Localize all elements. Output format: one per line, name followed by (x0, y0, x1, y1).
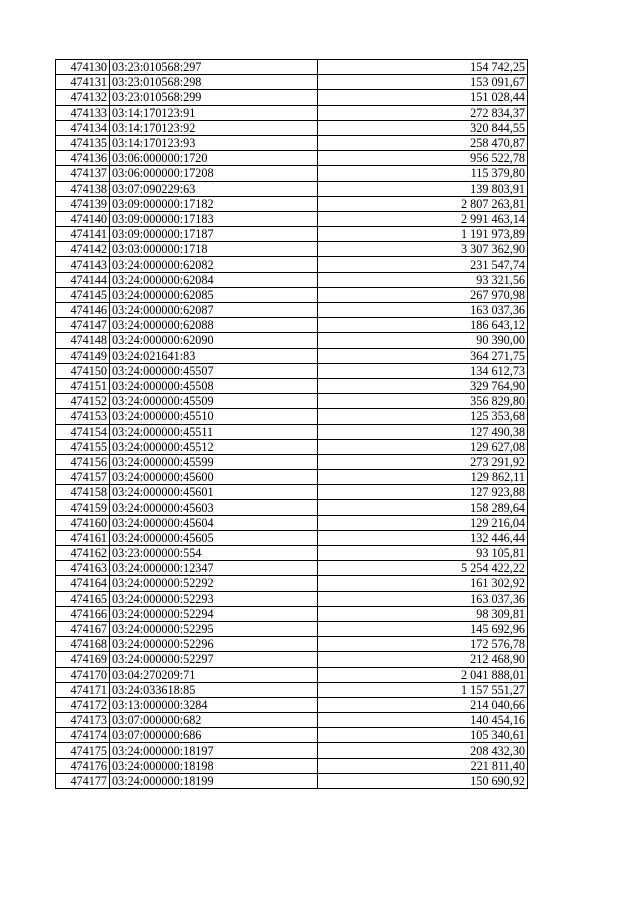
cadastral-number-cell: 03:24:000000:62087 (110, 303, 318, 318)
row-number-cell: 474143 (56, 257, 110, 272)
row-number-cell: 474161 (56, 530, 110, 545)
cadastral-value-table (55, 59, 528, 789)
cadastral-number-cell: 03:24:000000:52296 (110, 637, 318, 652)
row-number-cell: 474164 (56, 576, 110, 591)
cadastral-value-cell: 129 862,11 (318, 470, 528, 485)
cadastral-number-cell: 03:03:000000:1718 (110, 242, 318, 257)
table-row (56, 546, 528, 561)
table-row (56, 242, 528, 257)
cadastral-number-cell: 03:24:000000:18198 (110, 758, 318, 773)
cadastral-number-cell: 03:13:000000:3284 (110, 697, 318, 712)
cadastral-number-cell: 03:14:170123:93 (110, 135, 318, 150)
row-number-cell: 474152 (56, 394, 110, 409)
cadastral-value-cell: 5 254 422,22 (318, 561, 528, 576)
cadastral-value-cell: 208 432,30 (318, 743, 528, 758)
row-number-cell: 474139 (56, 196, 110, 211)
cadastral-value-cell: 2 041 888,01 (318, 667, 528, 682)
cadastral-value-cell: 364 271,75 (318, 348, 528, 363)
cadastral-number-cell: 03:24:033618:85 (110, 682, 318, 697)
cadastral-value-cell: 151 028,44 (318, 90, 528, 105)
table-row (56, 758, 528, 773)
cadastral-number-cell: 03:24:000000:52292 (110, 576, 318, 591)
cadastral-number-cell: 03:23:000000:554 (110, 546, 318, 561)
row-number-cell: 474170 (56, 667, 110, 682)
cadastral-number-cell: 03:24:000000:62084 (110, 272, 318, 287)
table-row (56, 105, 528, 120)
cadastral-value-cell: 125 353,68 (318, 409, 528, 424)
row-number-cell: 474160 (56, 515, 110, 530)
row-number-cell: 474166 (56, 606, 110, 621)
table-row (56, 682, 528, 697)
cadastral-value-cell: 272 834,37 (318, 105, 528, 120)
cadastral-value-cell: 158 289,64 (318, 500, 528, 515)
row-number-cell: 474134 (56, 120, 110, 135)
table-row (56, 485, 528, 500)
cadastral-number-cell: 03:09:000000:17183 (110, 211, 318, 226)
cadastral-number-cell: 03:24:000000:45507 (110, 363, 318, 378)
cadastral-value-cell: 115 379,80 (318, 166, 528, 181)
cadastral-number-cell: 03:23:010568:299 (110, 90, 318, 105)
table-row (56, 90, 528, 105)
cadastral-number-cell: 03:07:000000:682 (110, 713, 318, 728)
cadastral-value-cell: 2 991 463,14 (318, 211, 528, 226)
cadastral-value-cell: 127 923,88 (318, 485, 528, 500)
table-row (56, 667, 528, 682)
row-number-cell: 474162 (56, 546, 110, 561)
table-row (56, 318, 528, 333)
cadastral-value-cell: 221 811,40 (318, 758, 528, 773)
table-row (56, 530, 528, 545)
cadastral-number-cell: 03:24:000000:45599 (110, 454, 318, 469)
table-row (56, 561, 528, 576)
row-number-cell: 474138 (56, 181, 110, 196)
cadastral-number-cell: 03:24:000000:45601 (110, 485, 318, 500)
row-number-cell: 474155 (56, 439, 110, 454)
cadastral-value-cell: 956 522,78 (318, 151, 528, 166)
table-row (56, 697, 528, 712)
table-row (56, 439, 528, 454)
row-number-cell: 474135 (56, 135, 110, 150)
table-row (56, 621, 528, 636)
cadastral-number-cell: 03:24:000000:52297 (110, 652, 318, 667)
table-row (56, 287, 528, 302)
table-row (56, 60, 528, 75)
cadastral-value-cell: 154 742,25 (318, 60, 528, 75)
cadastral-value-cell: 186 643,12 (318, 318, 528, 333)
row-number-cell: 474147 (56, 318, 110, 333)
cadastral-value-cell: 163 037,36 (318, 303, 528, 318)
cadastral-value-cell: 329 764,90 (318, 378, 528, 393)
cadastral-value-cell: 127 490,38 (318, 424, 528, 439)
cadastral-number-cell: 03:06:000000:17208 (110, 166, 318, 181)
table-row (56, 363, 528, 378)
table-row (56, 151, 528, 166)
cadastral-value-cell: 212 468,90 (318, 652, 528, 667)
cadastral-value-cell: 163 037,36 (318, 591, 528, 606)
row-number-cell: 474151 (56, 378, 110, 393)
table-row (56, 378, 528, 393)
row-number-cell: 474137 (56, 166, 110, 181)
cadastral-number-cell: 03:23:010568:298 (110, 75, 318, 90)
row-number-cell: 474153 (56, 409, 110, 424)
table-row (56, 75, 528, 90)
cadastral-number-cell: 03:07:090229:63 (110, 181, 318, 196)
cadastral-number-cell: 03:24:000000:62090 (110, 333, 318, 348)
cadastral-number-cell: 03:14:170123:92 (110, 120, 318, 135)
cadastral-number-cell: 03:24:000000:52295 (110, 621, 318, 636)
row-number-cell: 474132 (56, 90, 110, 105)
cadastral-value-cell: 172 576,78 (318, 637, 528, 652)
cadastral-value-cell: 2 807 263,81 (318, 196, 528, 211)
row-number-cell: 474149 (56, 348, 110, 363)
row-number-cell: 474171 (56, 682, 110, 697)
cadastral-value-cell: 93 105,81 (318, 546, 528, 561)
table-row (56, 394, 528, 409)
cadastral-number-cell: 03:07:000000:686 (110, 728, 318, 743)
row-number-cell: 474167 (56, 621, 110, 636)
table-row (56, 713, 528, 728)
cadastral-value-cell: 320 844,55 (318, 120, 528, 135)
cadastral-value-cell: 231 547,74 (318, 257, 528, 272)
cadastral-number-cell: 03:24:021641:83 (110, 348, 318, 363)
row-number-cell: 474141 (56, 227, 110, 242)
table-row (56, 272, 528, 287)
cadastral-value-cell: 129 216,04 (318, 515, 528, 530)
table-row (56, 196, 528, 211)
cadastral-number-cell: 03:24:000000:45604 (110, 515, 318, 530)
table-row (56, 166, 528, 181)
table-row (56, 120, 528, 135)
cadastral-value-cell: 273 291,92 (318, 454, 528, 469)
cadastral-number-cell: 03:24:000000:18199 (110, 773, 318, 788)
table-row (56, 227, 528, 242)
table-row (56, 637, 528, 652)
row-number-cell: 474159 (56, 500, 110, 515)
cadastral-value-cell: 258 470,87 (318, 135, 528, 150)
table-row (56, 500, 528, 515)
table-row (56, 728, 528, 743)
cadastral-number-cell: 03:04:270209:71 (110, 667, 318, 682)
row-number-cell: 474157 (56, 470, 110, 485)
row-number-cell: 474173 (56, 713, 110, 728)
row-number-cell: 474130 (56, 60, 110, 75)
cadastral-number-cell: 03:06:000000:1720 (110, 151, 318, 166)
row-number-cell: 474131 (56, 75, 110, 90)
cadastral-value-cell: 356 829,80 (318, 394, 528, 409)
table-row (56, 257, 528, 272)
cadastral-number-cell: 03:24:000000:45603 (110, 500, 318, 515)
cadastral-number-cell: 03:24:000000:62082 (110, 257, 318, 272)
table-row (56, 470, 528, 485)
cadastral-number-cell: 03:24:000000:62088 (110, 318, 318, 333)
cadastral-value-cell: 140 454,16 (318, 713, 528, 728)
row-number-cell: 474146 (56, 303, 110, 318)
row-number-cell: 474168 (56, 637, 110, 652)
cadastral-value-cell: 134 612,73 (318, 363, 528, 378)
row-number-cell: 474158 (56, 485, 110, 500)
cadastral-value-cell: 267 970,98 (318, 287, 528, 302)
table-row (56, 606, 528, 621)
cadastral-number-cell: 03:09:000000:17182 (110, 196, 318, 211)
cadastral-value-cell: 1 191 973,89 (318, 227, 528, 242)
row-number-cell: 474169 (56, 652, 110, 667)
table-row (56, 409, 528, 424)
row-number-cell: 474140 (56, 211, 110, 226)
cadastral-value-cell: 129 627,08 (318, 439, 528, 454)
cadastral-number-cell: 03:24:000000:45605 (110, 530, 318, 545)
cadastral-number-cell: 03:24:000000:12347 (110, 561, 318, 576)
cadastral-value-cell: 139 803,91 (318, 181, 528, 196)
table-row (56, 211, 528, 226)
row-number-cell: 474142 (56, 242, 110, 257)
cadastral-value-cell: 93 321,56 (318, 272, 528, 287)
table-row (56, 773, 528, 788)
table-row (56, 576, 528, 591)
cadastral-value-cell: 161 302,92 (318, 576, 528, 591)
table-row (56, 348, 528, 363)
row-number-cell: 474172 (56, 697, 110, 712)
row-number-cell: 474150 (56, 363, 110, 378)
cadastral-value-cell: 145 692,96 (318, 621, 528, 636)
cadastral-value-cell: 150 690,92 (318, 773, 528, 788)
table-row (56, 424, 528, 439)
cadastral-value-cell: 132 446,44 (318, 530, 528, 545)
cadastral-value-cell: 3 307 362,90 (318, 242, 528, 257)
row-number-cell: 474154 (56, 424, 110, 439)
table-row (56, 135, 528, 150)
cadastral-number-cell: 03:24:000000:45511 (110, 424, 318, 439)
row-number-cell: 474174 (56, 728, 110, 743)
cadastral-number-cell: 03:24:000000:45510 (110, 409, 318, 424)
row-number-cell: 474175 (56, 743, 110, 758)
row-number-cell: 474176 (56, 758, 110, 773)
row-number-cell: 474144 (56, 272, 110, 287)
cadastral-value-cell: 153 091,67 (318, 75, 528, 90)
table-row (56, 181, 528, 196)
cadastral-number-cell: 03:24:000000:62085 (110, 287, 318, 302)
cadastral-number-cell: 03:24:000000:52293 (110, 591, 318, 606)
cadastral-number-cell: 03:24:000000:45512 (110, 439, 318, 454)
row-number-cell: 474136 (56, 151, 110, 166)
cadastral-value-cell: 214 040,66 (318, 697, 528, 712)
cadastral-value-cell: 105 340,61 (318, 728, 528, 743)
cadastral-number-cell: 03:23:010568:297 (110, 60, 318, 75)
cadastral-number-cell: 03:24:000000:18197 (110, 743, 318, 758)
table-row (56, 333, 528, 348)
cadastral-number-cell: 03:24:000000:52294 (110, 606, 318, 621)
table-row (56, 303, 528, 318)
table-row (56, 591, 528, 606)
row-number-cell: 474177 (56, 773, 110, 788)
cadastral-number-cell: 03:14:170123:91 (110, 105, 318, 120)
row-number-cell: 474145 (56, 287, 110, 302)
row-number-cell: 474133 (56, 105, 110, 120)
cadastral-number-cell: 03:24:000000:45600 (110, 470, 318, 485)
cadastral-value-cell: 90 390,00 (318, 333, 528, 348)
cadastral-value-cell: 1 157 551,27 (318, 682, 528, 697)
row-number-cell: 474156 (56, 454, 110, 469)
cadastral-value-cell: 98 309,81 (318, 606, 528, 621)
cadastral-number-cell: 03:24:000000:45509 (110, 394, 318, 409)
table-row (56, 515, 528, 530)
table-row (56, 652, 528, 667)
row-number-cell: 474165 (56, 591, 110, 606)
cadastral-number-cell: 03:24:000000:45508 (110, 378, 318, 393)
table-row (56, 743, 528, 758)
row-number-cell: 474163 (56, 561, 110, 576)
table-body (56, 60, 528, 789)
row-number-cell: 474148 (56, 333, 110, 348)
cadastral-number-cell: 03:09:000000:17187 (110, 227, 318, 242)
table-row (56, 454, 528, 469)
